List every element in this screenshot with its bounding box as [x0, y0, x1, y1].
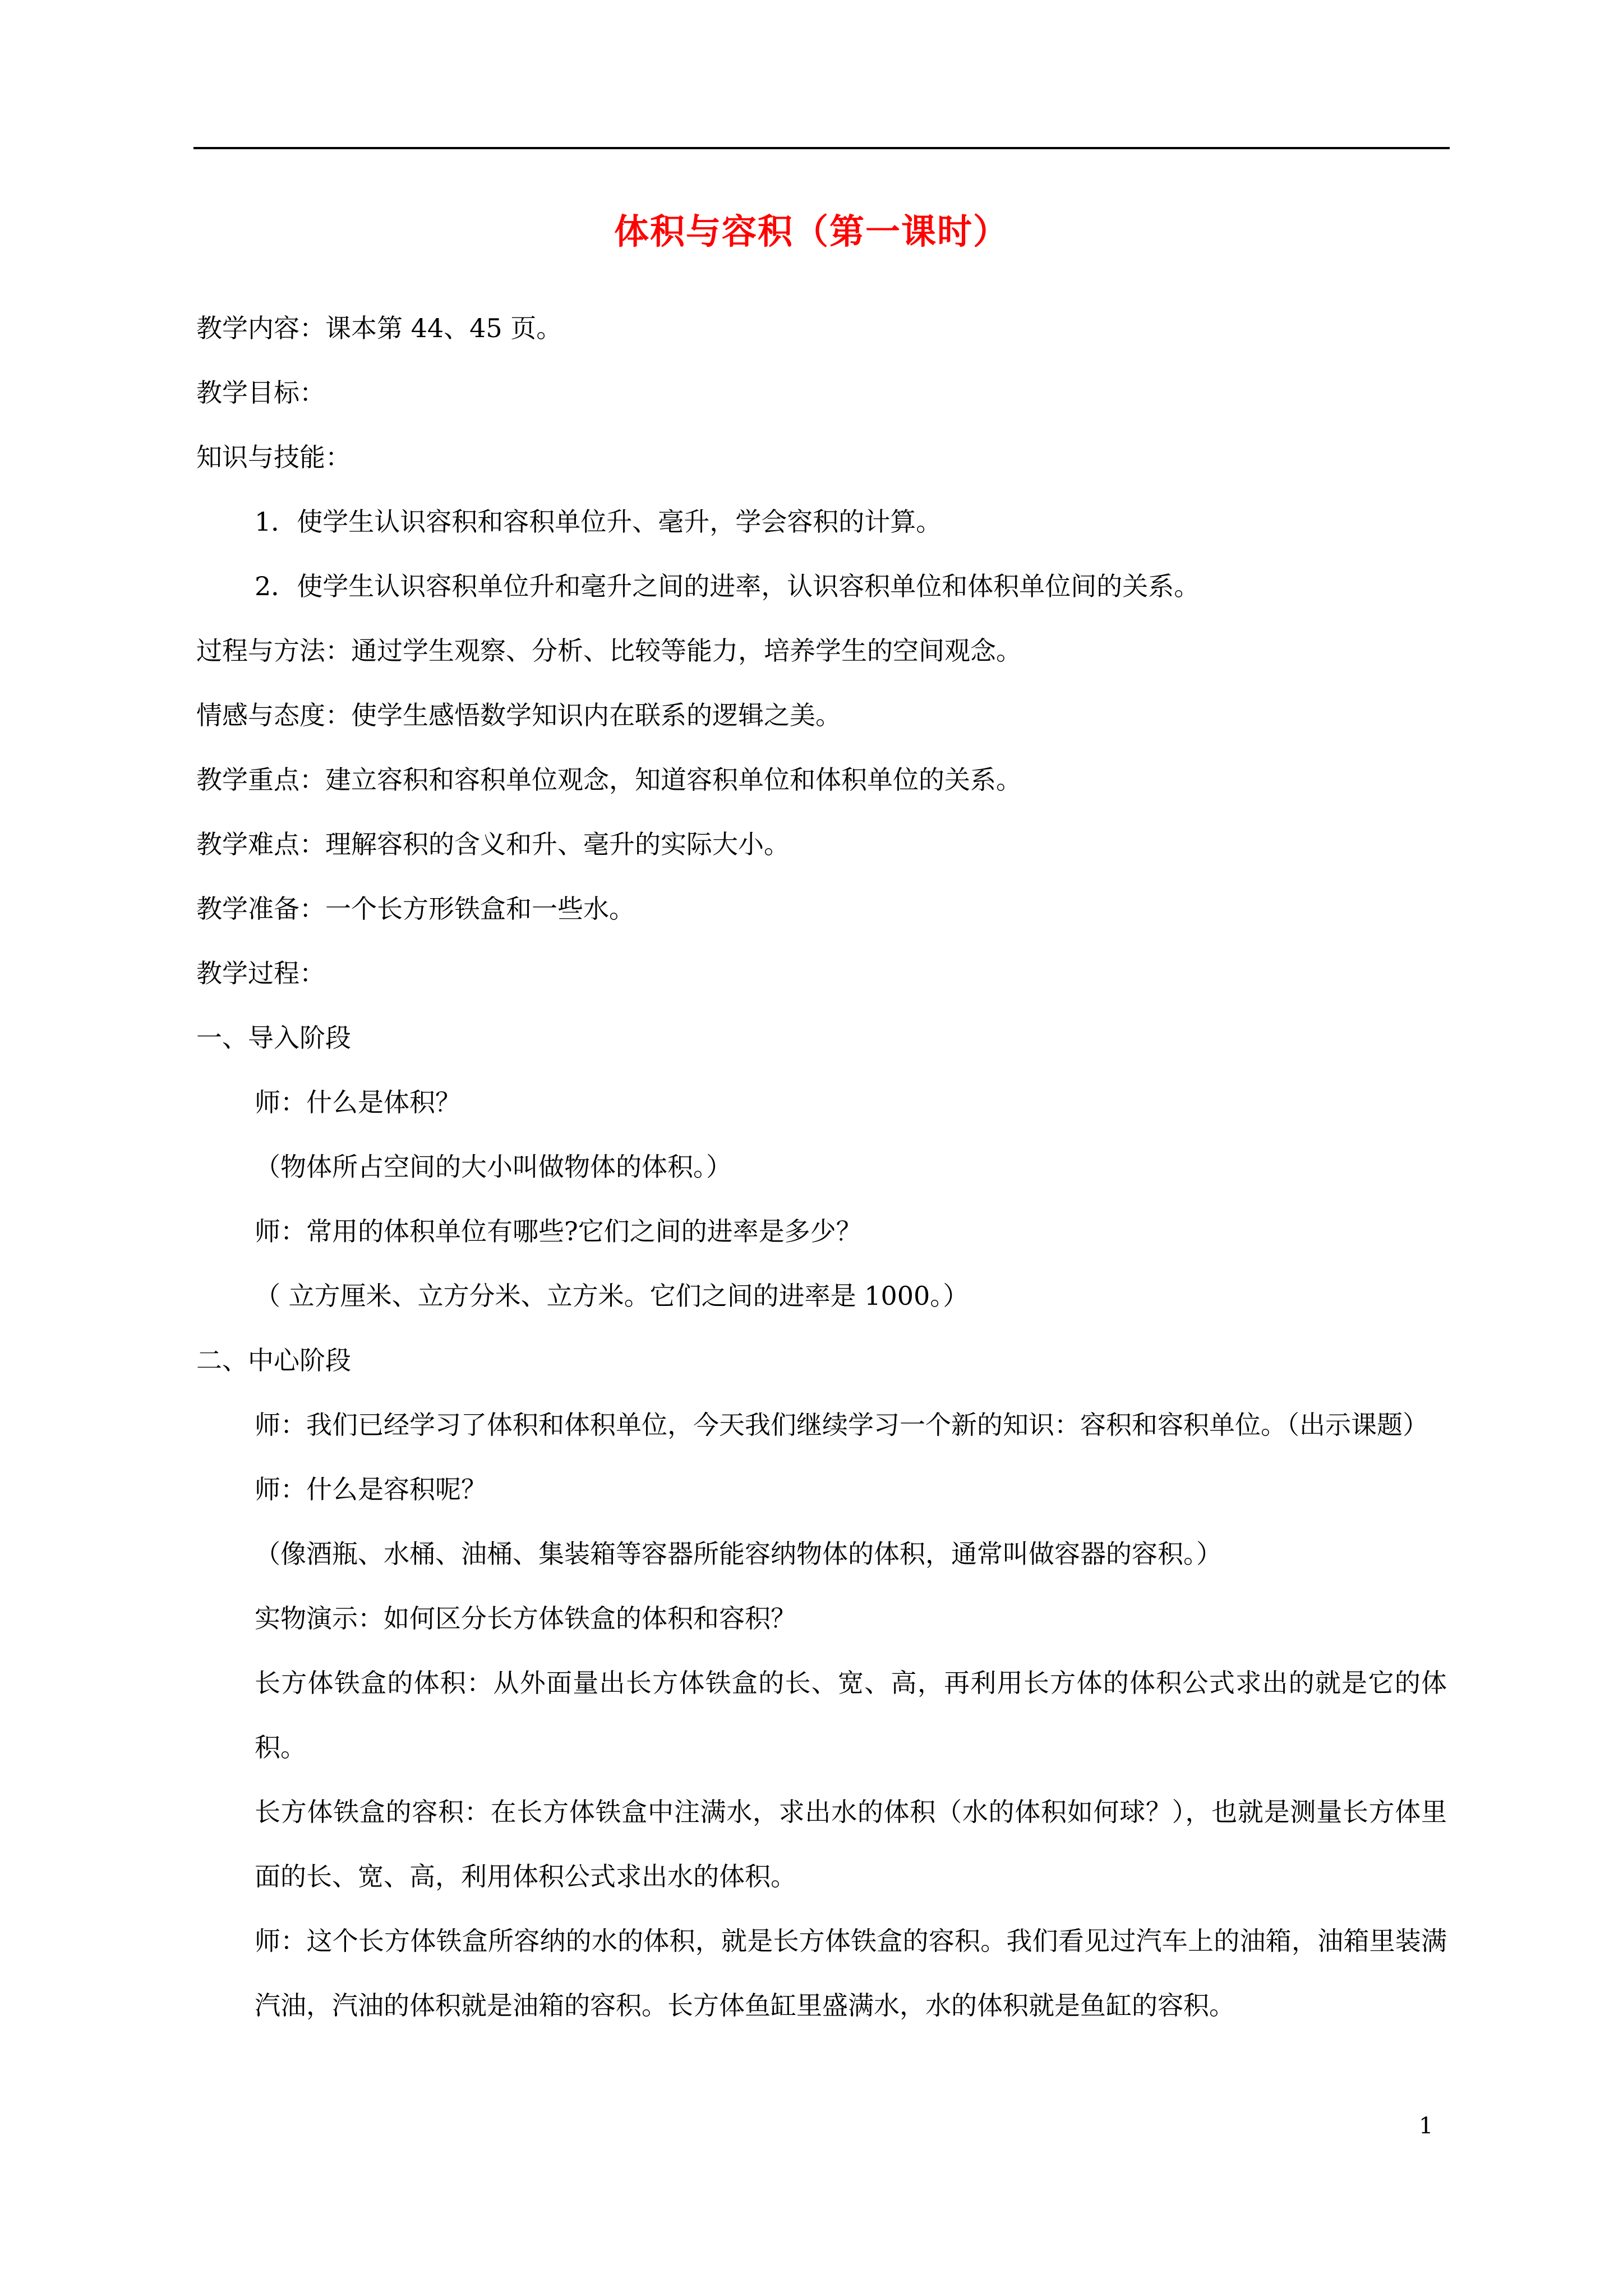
goal-item-2: 2．使学生认识容积单位升和毫升之间的进率，认识容积单位和体积单位间的关系。	[255, 571, 1200, 601]
process-method-line: 过程与方法：通过学生观察、分析、比较等能力，培养学生的空间观念。	[196, 636, 1022, 666]
emotion-attitude-line: 情感与态度：使学生感悟数学知识内在联系的逻辑之美。	[196, 700, 841, 730]
answer-line: （物体所占空间的大小叫做物体的体积。）	[255, 1152, 732, 1182]
capacity-paragraph: 长方体铁盒的容积：在长方体铁盒中注满水，求出水的体积（水的体积如何球？），也就是测量长方体里面的长、宽、高，利用体积公式求出水的体积。	[255, 1797, 1447, 1892]
teaching-process-heading: 教学过程：	[196, 958, 325, 988]
dialogue-line: 师：常用的体积单位有哪些?它们之间的进率是多少？	[255, 1216, 862, 1246]
answer-line: （像酒瓶、水桶、油桶、集装箱等容器所能容纳物体的体积，通常叫做容器的容积。）	[255, 1539, 1222, 1569]
header-rule	[193, 147, 1450, 149]
dialogue-line: 师：什么是容积呢？	[255, 1474, 487, 1504]
teaching-preparation-line: 教学准备：一个长方形铁盒和一些水。	[196, 894, 635, 924]
demonstration-line: 实物演示：如何区分长方体铁盒的体积和容积？	[255, 1603, 796, 1634]
dialogue-paragraph: 师：我们已经学习了体积和体积单位，今天我们继续学习一个新的知识：容积和容积单位。（出示课题）	[255, 1410, 1428, 1440]
section-core-heading: 二、中心阶段	[196, 1345, 351, 1375]
teaching-difficulty-line: 教学难点：理解容积的含义和升、毫升的实际大小。	[196, 829, 790, 859]
teaching-focus-line: 教学重点：建立容积和容积单位观念，知道容积单位和体积单位的关系。	[196, 765, 1022, 795]
document-body	[196, 296, 1447, 2038]
goal-item-1: 1．使学生认识容积和容积单位升、毫升，学会容积的计算。	[255, 507, 942, 537]
summary-paragraph: 师：这个长方体铁盒所容纳的水的体积，就是长方体铁盒的容积。我们看见过汽车上的油箱，油箱里装满汽油，汽油的体积就是油箱的容积。长方体鱼缸里盛满水，水的体积就是鱼缸的容积。	[255, 1926, 1447, 2021]
section-intro-heading: 一、导入阶段	[196, 1023, 351, 1053]
dialogue-line: 师：什么是体积？	[255, 1087, 461, 1117]
page-number: 1	[1419, 2113, 1433, 2139]
volume-paragraph: 长方体铁盒的体积：从外面量出长方体铁盒的长、宽、高，再利用长方体的体积公式求出的就是它的体积。	[255, 1668, 1447, 1763]
teaching-content-line: 教学内容：课本第 44、45 页。	[196, 313, 562, 343]
page-title: 体积与容积（第一课时）	[614, 211, 1009, 252]
knowledge-skills-heading: 知识与技能：	[196, 442, 351, 472]
teaching-goals-heading: 教学目标：	[196, 378, 325, 408]
answer-line: （ 立方厘米、立方分米、立方米。它们之间的进率是 1000。）	[255, 1281, 969, 1311]
